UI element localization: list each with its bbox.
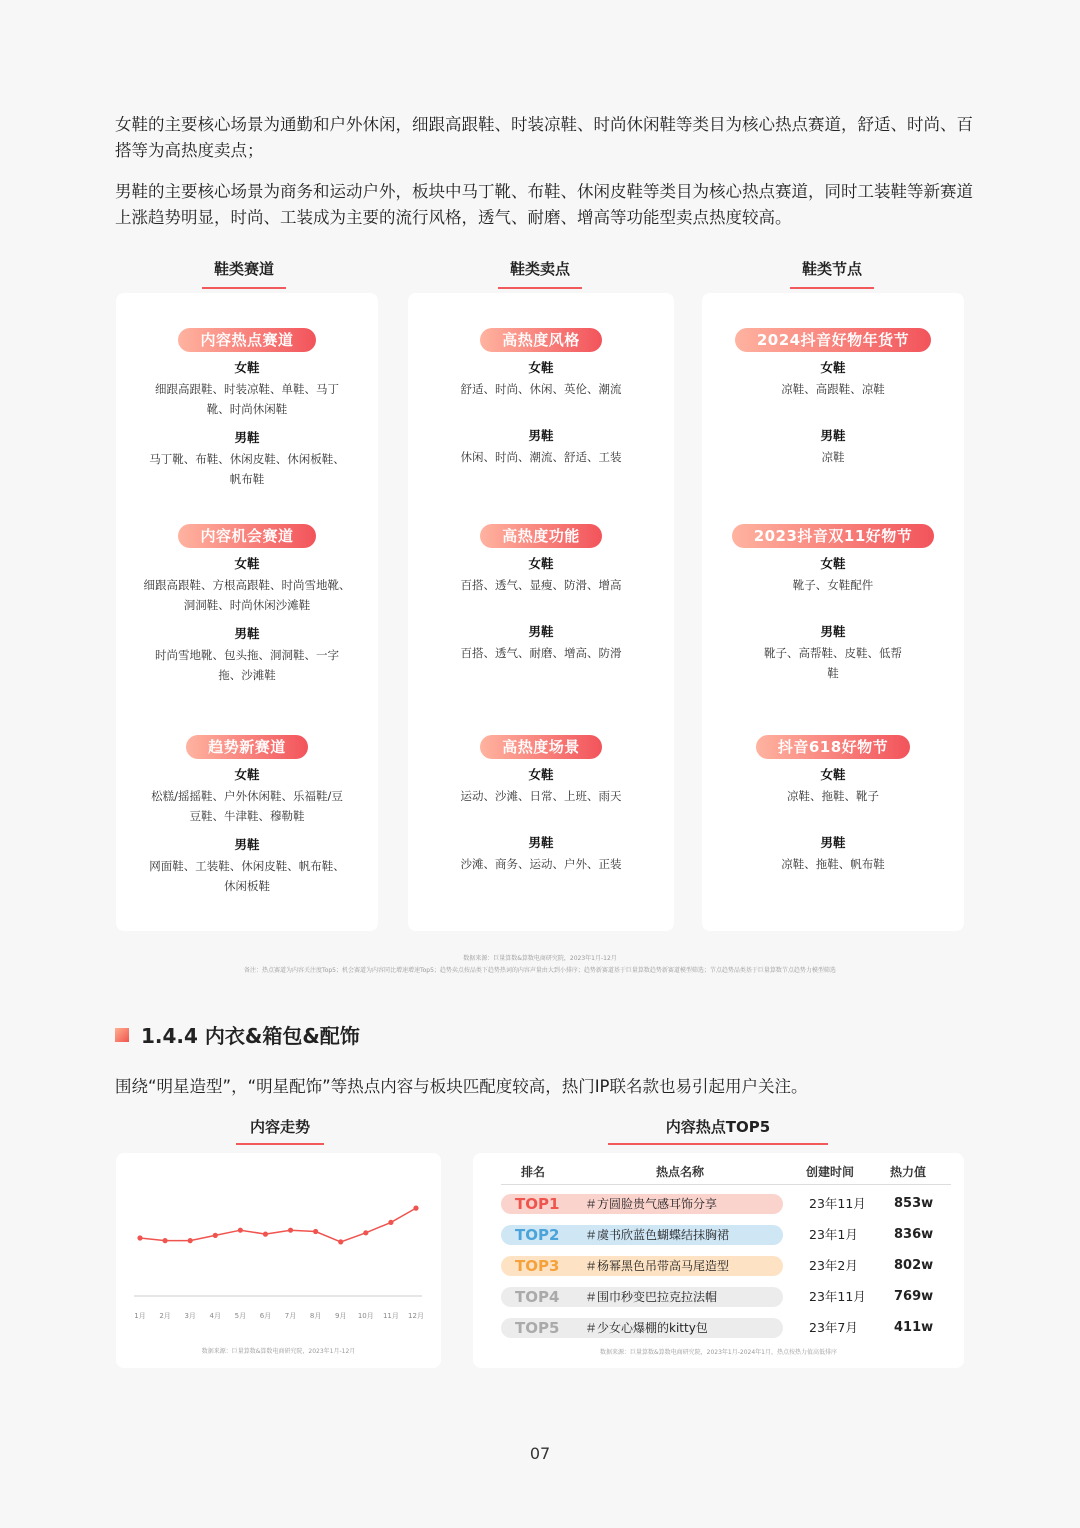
opportunity-track-block	[116, 524, 378, 685]
trend-point	[162, 1238, 167, 1243]
festival-card	[702, 293, 964, 931]
trend-point	[313, 1229, 318, 1234]
row-topic: ＃杨幂黑色吊带高马尾造型	[585, 1259, 730, 1273]
new-year-festival-pill: 2024抖音好物年货节	[735, 328, 931, 352]
row-date: 23年11月	[809, 1196, 866, 1211]
section-intro-paragraph: 围绕“明星造型”，“明星配饰”等热点内容与板块匹配度较高，热门IP联名款也易引起用户关注。	[115, 1077, 808, 1096]
male-label: 男鞋	[820, 428, 846, 443]
shoes-data-note: 备注：热点赛道为内容关注度Top5；机会赛道为内容同比增速增速Top5；趋势卖点按品类下趋势热词的内容声量由大到小排序；趋势新赛道基于巨量算数趋势新赛道模型筛选；节点趋势品类基于巨量算数节点趋势力模型筛选	[244, 967, 836, 974]
x-tick-label: 4月	[209, 1312, 222, 1320]
female-items: 松糕/摇摇鞋、户外休闲鞋、乐福鞋/豆豆鞋、牛津鞋、穆勒鞋	[151, 789, 343, 823]
trend-line-chart	[116, 1153, 441, 1368]
row-rank: TOP5	[515, 1319, 560, 1337]
male-label: 男鞋	[820, 835, 846, 850]
trend-point	[263, 1232, 268, 1237]
female-items: 舒适、时尚、休闲、英伦、潮流	[460, 382, 622, 396]
row-heat: 836w	[894, 1227, 934, 1242]
female-items: 凉鞋、拖鞋、靴子	[787, 789, 879, 803]
double11-festival-block	[702, 524, 964, 683]
column-title-selling-point: 鞋类卖点	[480, 258, 600, 285]
trend-point	[288, 1228, 293, 1233]
trend-title-text: 内容走势	[249, 1118, 310, 1136]
male-items: 靴子、高帮鞋、皮鞋、低帮鞋	[764, 646, 902, 680]
women-shoes-paragraph: 女鞋的主要核心场景为通勤和户外休闲，细跟高跟鞋、时装凉鞋、时尚休闲鞋等类目为核心热点赛道，舒适、时尚、百搭等为高热度卖点；	[115, 115, 973, 160]
female-label: 女鞋	[820, 767, 846, 782]
column-title-track: 鞋类赛道	[184, 258, 304, 285]
618-festival-block	[702, 735, 964, 874]
female-label: 女鞋	[234, 556, 260, 571]
x-tick-label: 2月	[159, 1312, 171, 1320]
male-items: 凉鞋、拖鞋、帆布鞋	[781, 857, 885, 871]
top5-data-source: 数据来源：巨量算数&算数电商研究院，2023年1月-2024年1月，热点按热力值高低排序	[599, 1349, 838, 1356]
female-label: 女鞋	[528, 767, 554, 782]
new-trend-track-pill: 趋势新赛道	[186, 735, 308, 759]
page-number: 07	[529, 1444, 551, 1463]
x-tick-label: 8月	[309, 1312, 322, 1320]
trend-point	[363, 1230, 368, 1235]
trend-point	[388, 1220, 393, 1225]
new-year-festival-block	[702, 328, 964, 467]
trend-point	[213, 1233, 218, 1238]
top5-panel	[473, 1153, 964, 1368]
male-label: 男鞋	[528, 624, 554, 639]
row-date: 23年7月	[809, 1320, 858, 1335]
female-label: 女鞋	[820, 360, 846, 375]
row-topic: ＃虞书欣蓝色蝴蝶结抹胸裙	[585, 1228, 730, 1242]
row-date: 23年1月	[809, 1227, 858, 1242]
table-row	[501, 1224, 951, 1246]
table-row	[501, 1255, 951, 1277]
double11-festival-pill: 2023抖音双11好物节	[732, 524, 935, 548]
row-rank: TOP1	[515, 1195, 560, 1213]
row-date: 23年11月	[809, 1289, 866, 1304]
female-label: 女鞋	[234, 767, 260, 782]
table-row	[501, 1286, 951, 1308]
trend-point	[188, 1238, 193, 1243]
trend-point	[338, 1239, 343, 1244]
selling-point-card	[408, 293, 674, 931]
row-rank: TOP3	[515, 1257, 560, 1275]
hot-track-pill: 内容热点赛道	[178, 328, 315, 352]
hot-scene-block	[408, 735, 674, 874]
x-tick-label: 5月	[234, 1312, 247, 1320]
female-label: 女鞋	[528, 360, 554, 375]
top5-title	[608, 1116, 828, 1137]
trend-chart-panel	[116, 1153, 441, 1368]
female-items: 靴子、女鞋配件	[792, 578, 874, 592]
hot-function-pill: 高热度功能	[480, 524, 602, 548]
hot-style-pill: 高热度风格	[480, 328, 602, 352]
male-items: 沙滩、商务、运动、户外、正装	[460, 857, 622, 871]
row-topic: ＃少女心爆棚的kitty包	[585, 1321, 708, 1335]
header-rank: 排名	[521, 1165, 546, 1179]
male-label: 男鞋	[528, 835, 554, 850]
row-rank: TOP2	[515, 1226, 560, 1244]
top5-title-text: 内容热点TOP5	[665, 1118, 771, 1136]
female-items: 细跟高跟鞋、时装凉鞋、单鞋、马丁靴、时尚休闲鞋	[155, 382, 339, 416]
row-topic: ＃方圆脸贵气感耳饰分享	[585, 1197, 718, 1211]
section-marker-icon	[115, 1028, 129, 1042]
female-items: 百搭、透气、显瘦、防滑、增高	[460, 578, 622, 592]
male-label: 男鞋	[820, 624, 846, 639]
male-items: 马丁靴、布鞋、休闲皮鞋、休闲板鞋、帆布鞋	[149, 452, 345, 486]
x-tick-label: 11月	[382, 1312, 399, 1320]
header-created: 创建时间	[806, 1165, 855, 1179]
trend-title	[220, 1116, 340, 1137]
opportunity-track-pill: 内容机会赛道	[178, 524, 315, 548]
row-rank: TOP4	[515, 1288, 560, 1306]
male-label: 男鞋	[234, 626, 260, 641]
female-label: 女鞋	[234, 360, 260, 375]
track-card	[116, 293, 378, 931]
row-heat: 411w	[894, 1320, 934, 1335]
618-festival-pill: 抖音618好物节	[756, 735, 910, 759]
row-heat: 802w	[894, 1258, 934, 1273]
x-tick-label: 6月	[259, 1312, 272, 1320]
section-heading-text: 1.4.4 内衣&箱包&配饰	[141, 1024, 360, 1048]
hot-function-block	[408, 524, 674, 663]
trend-point	[137, 1235, 142, 1240]
female-items: 细跟高跟鞋、方根高跟鞋、时尚雪地靴、洞洞鞋、时尚休闲沙滩鞋	[143, 578, 351, 612]
female-label: 女鞋	[528, 556, 554, 571]
table-row	[501, 1193, 951, 1215]
header-divider	[501, 1184, 951, 1185]
row-heat: 769w	[894, 1289, 934, 1304]
column-title-festival: 鞋类节点	[772, 258, 892, 285]
row-topic: ＃围巾秒变巴拉克拉法帽	[585, 1290, 718, 1304]
row-heat: 853w	[894, 1196, 934, 1211]
header-topic: 热点名称	[656, 1165, 705, 1179]
x-tick-label: 3月	[184, 1312, 196, 1320]
female-items: 凉鞋、高跟鞋、凉鞋	[781, 382, 885, 396]
male-label: 男鞋	[234, 430, 260, 445]
hot-track-block	[116, 328, 378, 489]
hot-scene-pill: 高热度场景	[480, 735, 602, 759]
x-tick-label: 1月	[134, 1312, 146, 1320]
male-items: 时尚雪地靴、包头拖、洞洞鞋、一字拖、沙滩鞋	[155, 648, 339, 682]
hot-style-block	[408, 328, 674, 467]
header-heat: 热力值	[890, 1165, 927, 1179]
table-row	[501, 1317, 951, 1339]
section-heading	[115, 1020, 360, 1049]
x-tick-label: 7月	[284, 1312, 297, 1320]
trend-point	[238, 1228, 243, 1233]
male-items: 凉鞋	[821, 450, 845, 464]
trend-series-line	[140, 1208, 416, 1242]
trend-point	[413, 1206, 418, 1211]
x-tick-label: 10月	[357, 1312, 374, 1320]
x-tick-label: 12月	[408, 1312, 424, 1320]
x-tick-label: 9月	[334, 1312, 347, 1320]
row-date: 23年2月	[809, 1258, 858, 1273]
male-label: 男鞋	[528, 428, 554, 443]
female-label: 女鞋	[820, 556, 846, 571]
shoes-data-source: 数据来源：巨量算数&算数电商研究院，2023年1月-12月	[463, 955, 617, 962]
female-items: 运动、沙滩、日常、上班、雨天	[460, 789, 622, 803]
male-items: 网面鞋、工装鞋、休闲皮鞋、帆布鞋、休闲板鞋	[149, 859, 345, 893]
male-items: 休闲、时尚、潮流、舒适、工装	[460, 450, 622, 464]
trend-data-source: 数据来源：巨量算数&算数电商研究院，2023年1月-12月	[201, 1348, 356, 1355]
male-items: 百搭、透气、耐磨、增高、防滑	[460, 646, 622, 660]
male-label: 男鞋	[234, 837, 260, 852]
men-shoes-paragraph: 男鞋的主要核心场景为商务和运动户外，板块中马丁靴、布鞋、休闲皮鞋等类目为核心热点赛道，同时工装鞋等新赛道上涨趋势明显，时尚、工装成为主要的流行风格，透气、耐磨、增高等功能型卖点热度较高。	[115, 182, 973, 227]
new-trend-track-block	[116, 735, 378, 896]
